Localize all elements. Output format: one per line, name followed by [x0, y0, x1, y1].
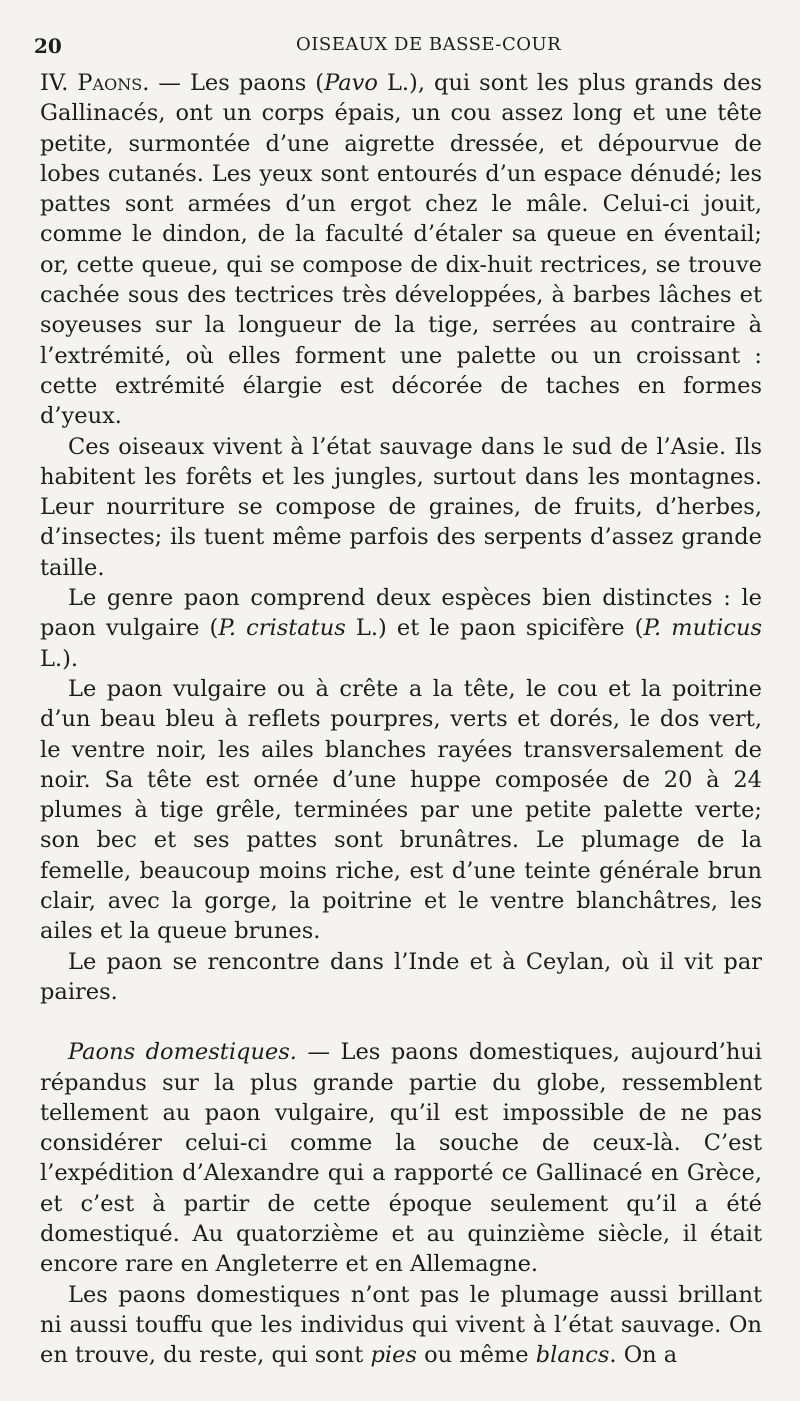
domestic-text: Les paons domestiques, aujourd’hui répandus sur la plus grande partie du globe, ressemblent tellement au paon vulgaire, qu’il est impossible de ne pas considérer celui-ci comme la souche de ceux-là. C’est l’expédition d’Alexandre qui a rapporté ce Gallinacé en Grèce, et c’est à partir de cette époque seulement qu’il a été domestiqué. Au quatorzième et au quinzième siècle, il était encore rare en Angleterre et en Allemagne.	[40, 1039, 762, 1278]
domestic-title: Paons domestiques.	[68, 1039, 297, 1066]
section-title: Paons.	[77, 70, 150, 96]
page-number: 20	[34, 34, 62, 58]
section-gap	[40, 1007, 762, 1037]
paragraph-plumage	[40, 1280, 762, 1371]
species-text-c: L.).	[40, 645, 79, 672]
plumage-text-b: ou même	[416, 1342, 536, 1369]
section-text-b: L.), qui sont les plus grands des Gallinacés, ont un corps épais, un cou assez long et une tête petite, surmontée d’une aigrette dressée, et dépourvue de lobes cutanés. Les yeux sont entourés d’un espace dénudé; les pattes sont armées d’un ergot chez le mâle. Celui-ci jouit, comme le dindon, de la faculté d’étaler sa queue en éventail; or, cette queue, qui se compose de dix-huit rectrices, se trouve cachée sous des tectrices très développées, à barbes lâches et soyeuses sur la longueur de la tige, serrées au contraire à l’extrémité, où elles forment une palette ou un croissant : cette extrémité élargie est décorée de taches en formes d’yeux.	[40, 70, 763, 430]
plumage-text-a: Les paons domestiques n’ont pas le plumage aussi brillant ni aussi touffu que les individus qui vivent à l’état sauvage. On en trouve, du reste, qui sont	[40, 1281, 762, 1369]
word-blancs: blancs	[535, 1342, 610, 1369]
species-text-b: L.) et le paon spicifère (	[345, 615, 644, 642]
paragraph-habitat: Ces oiseaux vivent à l’état sauvage dans le sud de l’Asie. Ils habitent les forêts et les jungles, surtout dans les montagnes. Leur nourriture se compose de graines, de fruits, d’herbes, d’insectes; ils tuent même parfois des serpents d’assez grande taille.	[40, 433, 762, 581]
page-body	[40, 68, 762, 1370]
paragraph-description: Le paon vulgaire ou à crête a la tête, le cou et la poitrine d’un beau bleu à reflets pourpres, verts et dorés, le dos vert, le ventre noir, les ailes blanches rayées transversalement de noir. Sa tête est ornée d’une huppe composée de 20 à 24 plumes à tige grêle, terminées par une petite palette verte; son bec et ses pattes sont brunâtres. Le plumage de la femelle, beaucoup moins riche, est d’une teinte générale brun clair, avec la gorge, la poitrine et le ventre blanchâtres, les ailes et la queue brunes.	[40, 675, 762, 945]
word-pies: pies	[370, 1342, 417, 1369]
paragraph-range: Le paon se rencontre dans l’Inde et à Ceylan, où il vit par paires.	[40, 948, 762, 1005]
paragraph-domestic	[40, 1037, 762, 1279]
species-text-a: Le genre paon comprend deux espèces bien distinctes : le paon vulgaire (	[40, 585, 762, 642]
domestic-dash: —	[296, 1039, 341, 1066]
section-dash: —	[158, 70, 181, 96]
running-title: OISEAUX DE BASSE-COUR	[296, 34, 562, 55]
latin-muticus: P. muticus	[643, 615, 763, 642]
section-text-a: Les paons (	[189, 70, 325, 96]
section-number: IV.	[40, 70, 69, 96]
paragraph-species	[40, 583, 762, 674]
paragraph-section-iv	[40, 68, 762, 432]
latin-cristatus: P. cristatus	[218, 615, 346, 642]
page-header	[34, 34, 760, 60]
latin-name: Pavo	[324, 70, 378, 96]
plumage-text-c: . On a	[609, 1342, 678, 1369]
